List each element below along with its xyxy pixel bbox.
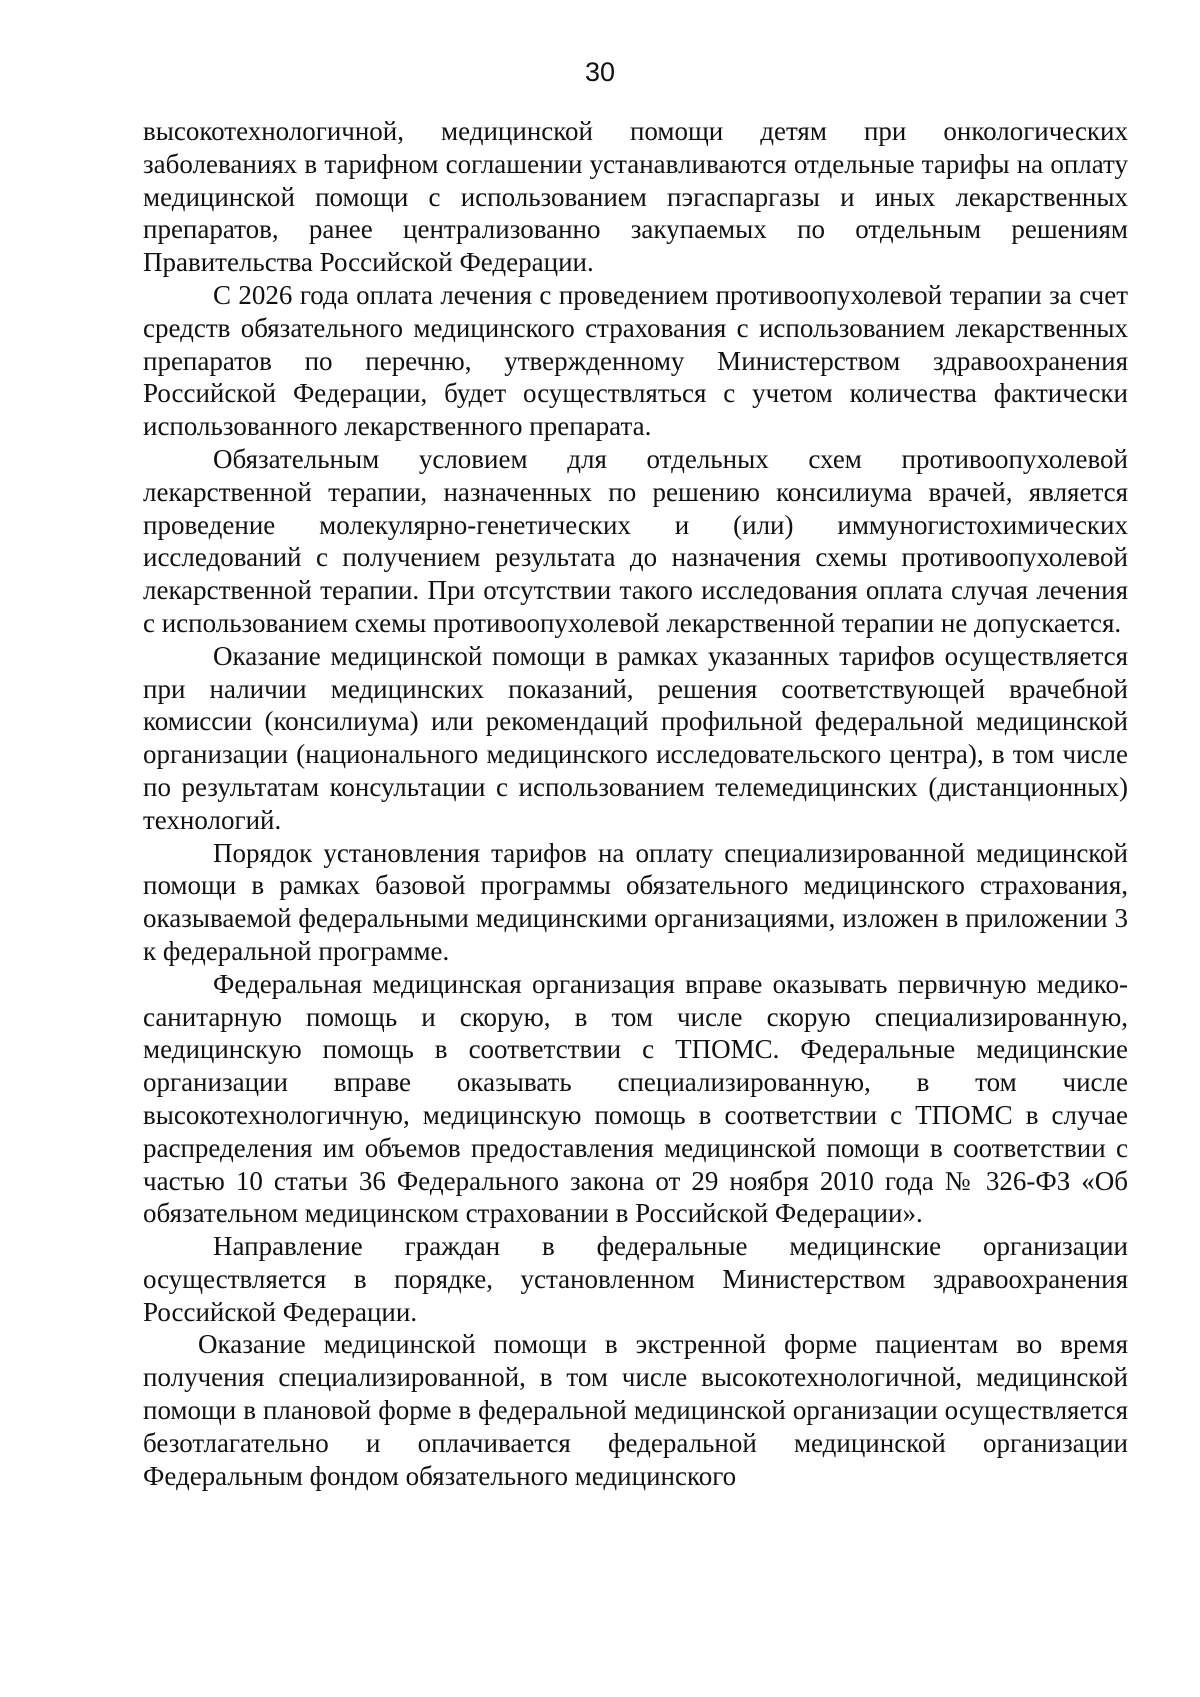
paragraph-continuation: высокотехнологичной, медицинской помощи детям при онкологических заболеваниях в тарифном соглашении устанавливаются отдельные тарифы на оплату медицинской помощи с использованием пэгаспаргазы и иных лекарственных препаратов, ранее централизованно закупаемых по отдельным решениям Правительства Российской Федерации. [143, 116, 1128, 278]
paragraph-tariff-procedure: Порядок установления тарифов на оплату специализированной медицинской помощи в рамках базовой программы обязательного медицинского страхования, оказываемой федеральными медицинскими организациями, изложен в приложении 3 к федеральной программе. [143, 837, 1128, 966]
paragraph-care-provision: Оказание медицинской помощи в рамках указанных тарифов осуществляется при наличии медицинских показаний, решения соответствующей врачебной комиссии (консилиума) или рекомендаций профильной федеральной медицинской организации (национального медицинского исследовательского центра), в том числе по результатам консультации с использованием телемедицинских (дистанционных) технологий. [143, 640, 1128, 835]
paragraph-2026-payment: С 2026 года оплата лечения с проведением противоопухолевой терапии за счет средств обязательного медицинского страхования с использованием лекарственных препаратов по перечню, утвержденному Министерством здравоохранения Российской Федерации, будет осуществляться с учетом количества фактически использованного лекарственного препарата. [143, 279, 1128, 442]
paragraph-federal-organization: Федеральная медицинская организация вправе оказывать первичную медико-санитарную помощь и скорую, в том числе скорую специализированную, медицинскую помощь в соответствии с ТПОМС. Федеральные медицинские организации вправе оказывать специализированную, в том числе высокотехнологичную, медицинскую помощь в соответствии с ТПОМС в случае распределения им объемов предоставления медицинской помощи в соответствии с частью 10 статьи 36 Федерального закона от 29 ноября 2010 года № 326-ФЗ «Об обязательном медицинском страховании в Российской Федерации». [143, 968, 1128, 1229]
paragraph-mandatory-condition: Обязательным условием для отдельных схем противоопухолевой лекарственной терапии, назначенных по решению консилиума врачей, является проведение молекулярно-генетических и (или) иммуногистохимических исследований с получением результата до назначения схемы противоопухолевой лекарственной терапии. При отсутствии такого исследования оплата случая лечения с использованием схемы противоопухолевой лекарственной терапии не допускается. [143, 443, 1128, 638]
page-number: 30 [584, 57, 616, 87]
document-body [143, 115, 1128, 1492]
paragraph-referral: Направление граждан в федеральные медицинские организации осуществляется в порядке, установленном Министерством здравоохранения Российской Федерации. [143, 1231, 1128, 1327]
paragraph-emergency-care: Оказание медицинской помощи в экстренной форме пациентам во время получения специализированной, в том числе высокотехнологичной, медицинской помощи в плановой форме в федеральной медицинской организации осуществляется безотлагательно и оплачивается федеральной медицинской организации Федеральным фондом обязательного медицинского [143, 1329, 1128, 1491]
